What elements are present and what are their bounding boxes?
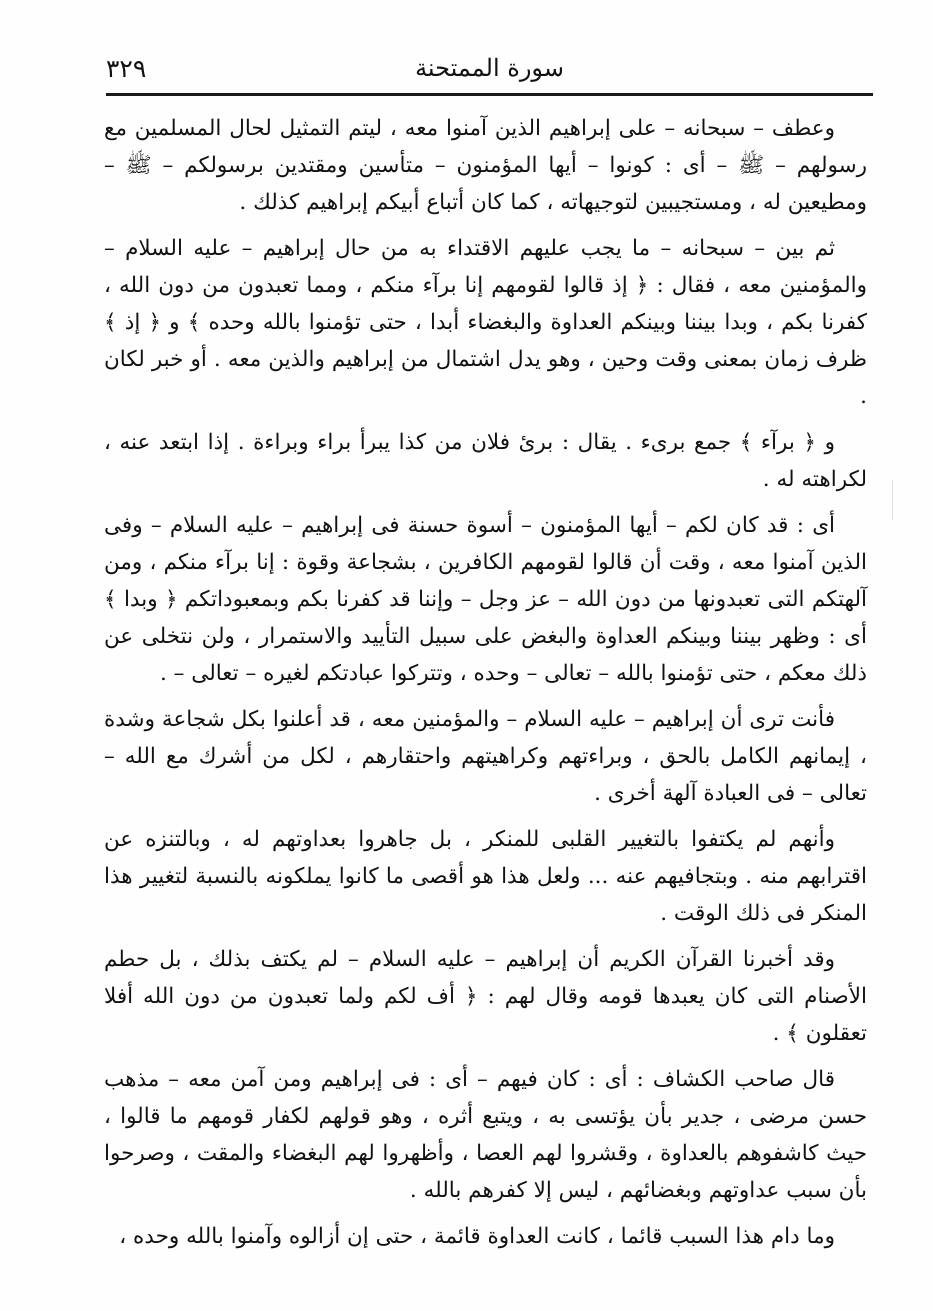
paragraph: وما دام هذا السبب قائما ، كانت العداوة قائمة ، حتى إن أزالوه وآمنوا بالله وحده ، — [119, 1224, 835, 1249]
paragraph: و ﴿ برآء ﴾ جمع برىء . يقال : برئ فلان من كذا يبرأ براء وبراءة . إذا ابتعد عنه ، لكراهته له . — [104, 430, 867, 492]
paragraph: وعطف – سبحانه – على إبراهيم الذين آمنوا معه ، ليتم التمثيل لحال المسلمين مع رسولهم – ﷺ – أى : كونوا – أيها المؤمنون – متأسين ومقتدين برسولكم – ﷺ – ومطيعين له ، ومستجيبين لتوجيهاته ، كما كان أتباع أبيكم إبراهيم كذلك . — [104, 116, 867, 215]
paragraph: وقد أخبرنا القرآن الكريم أن إبراهيم – عليه السلام – لم يكتف بذلك ، بل حطم الأصنام التى كان يعبدها قومه وقال لهم : ﴿ أف لكم ولما تعبدون من دون الله أفلا تعقلون ﴾ . — [104, 947, 867, 1046]
paragraph: أى : قد كان لكم – أيها المؤمنون – أسوة حسنة فى إبراهيم – عليه السلام – وفى الذين آمنوا معه ، وقت أن قالوا لقومهم الكافرين ، بشجاعة وقوة : إنا برآء منكم ، ومن آلهتكم التى تعبدونها من دون الله – عز وجل – وإننا قد كفرنا بكم وبمعبوداتكم ﴿ وبدا ﴾ أى : وظهر بيننا وبينكم العداوة والبغض على سبيل التأييد والاستمرار ، ولن نتخلى عن ذلك معكم ، حتى تؤمنوا بالله – تعالى – وحده ، وتتركوا عبادتكم لغيره – تعالى – . — [104, 513, 867, 686]
scan-edge-mark — [892, 480, 893, 520]
running-title: سورة الممتحنة — [415, 54, 564, 82]
paragraph: فأنت ترى أن إبراهيم – عليه السلام – والمؤمنين معه ، قد أعلنوا بكل شجاعة وشدة ، إيمانهم الكامل بالحق ، وبراءتهم وكراهيتهم واحتقارهم ، لكل من أشرك مع الله – تعالى – فى العبادة آلهة أخرى . — [104, 707, 867, 806]
header-rule — [106, 93, 873, 96]
page-header — [106, 50, 873, 92]
body-text — [104, 110, 867, 1264]
page-number: ٣٢٩ — [106, 54, 147, 83]
paragraph: ثم بين – سبحانه – ما يجب عليهم الاقتداء به من حال إبراهيم – عليه السلام – والمؤمنين معه ، فقال : ﴿ إذ قالوا لقومهم إنا برآء منكم ، ومما تعبدون من دون الله ، كفرنا بكم ، وبدا بيننا وبينكم العداوة والبغضاء أبدا ، حتى تؤمنوا بالله وحده ﴾ و ﴿ إذ ﴾ ظرف زمان بمعنى وقت وحين ، وهو يدل اشتمال من إبراهيم والذين معه . أو خبر لكان . — [104, 236, 867, 409]
paragraph: قال صاحب الكشاف : أى : كان فيهم – أى : فى إبراهيم ومن آمن معه – مذهب حسن مرضى ، جدير بأن يؤتسى به ، ويتبع أثره ، وهو قولهم لكفار قومهم ما قالوا ، حيث كاشفوهم بالعداوة ، وقشروا لهم العصا ، وأظهروا لهم البغضاء والمقت ، وصرحوا بأن سبب عداوتهم وبغضائهم ، ليس إلا كفرهم بالله . — [104, 1067, 867, 1203]
paragraph: وأنهم لم يكتفوا بالتغيير القلبى للمنكر ، بل جاهروا بعداوتهم له ، وبالتنزه عن اقترابهم منه . وبتجافيهم عنه ... ولعل هذا هو أقصى ما كانوا يملكونه بالنسبة لتغيير هذا المنكر فى ذلك الوقت . — [104, 827, 867, 926]
